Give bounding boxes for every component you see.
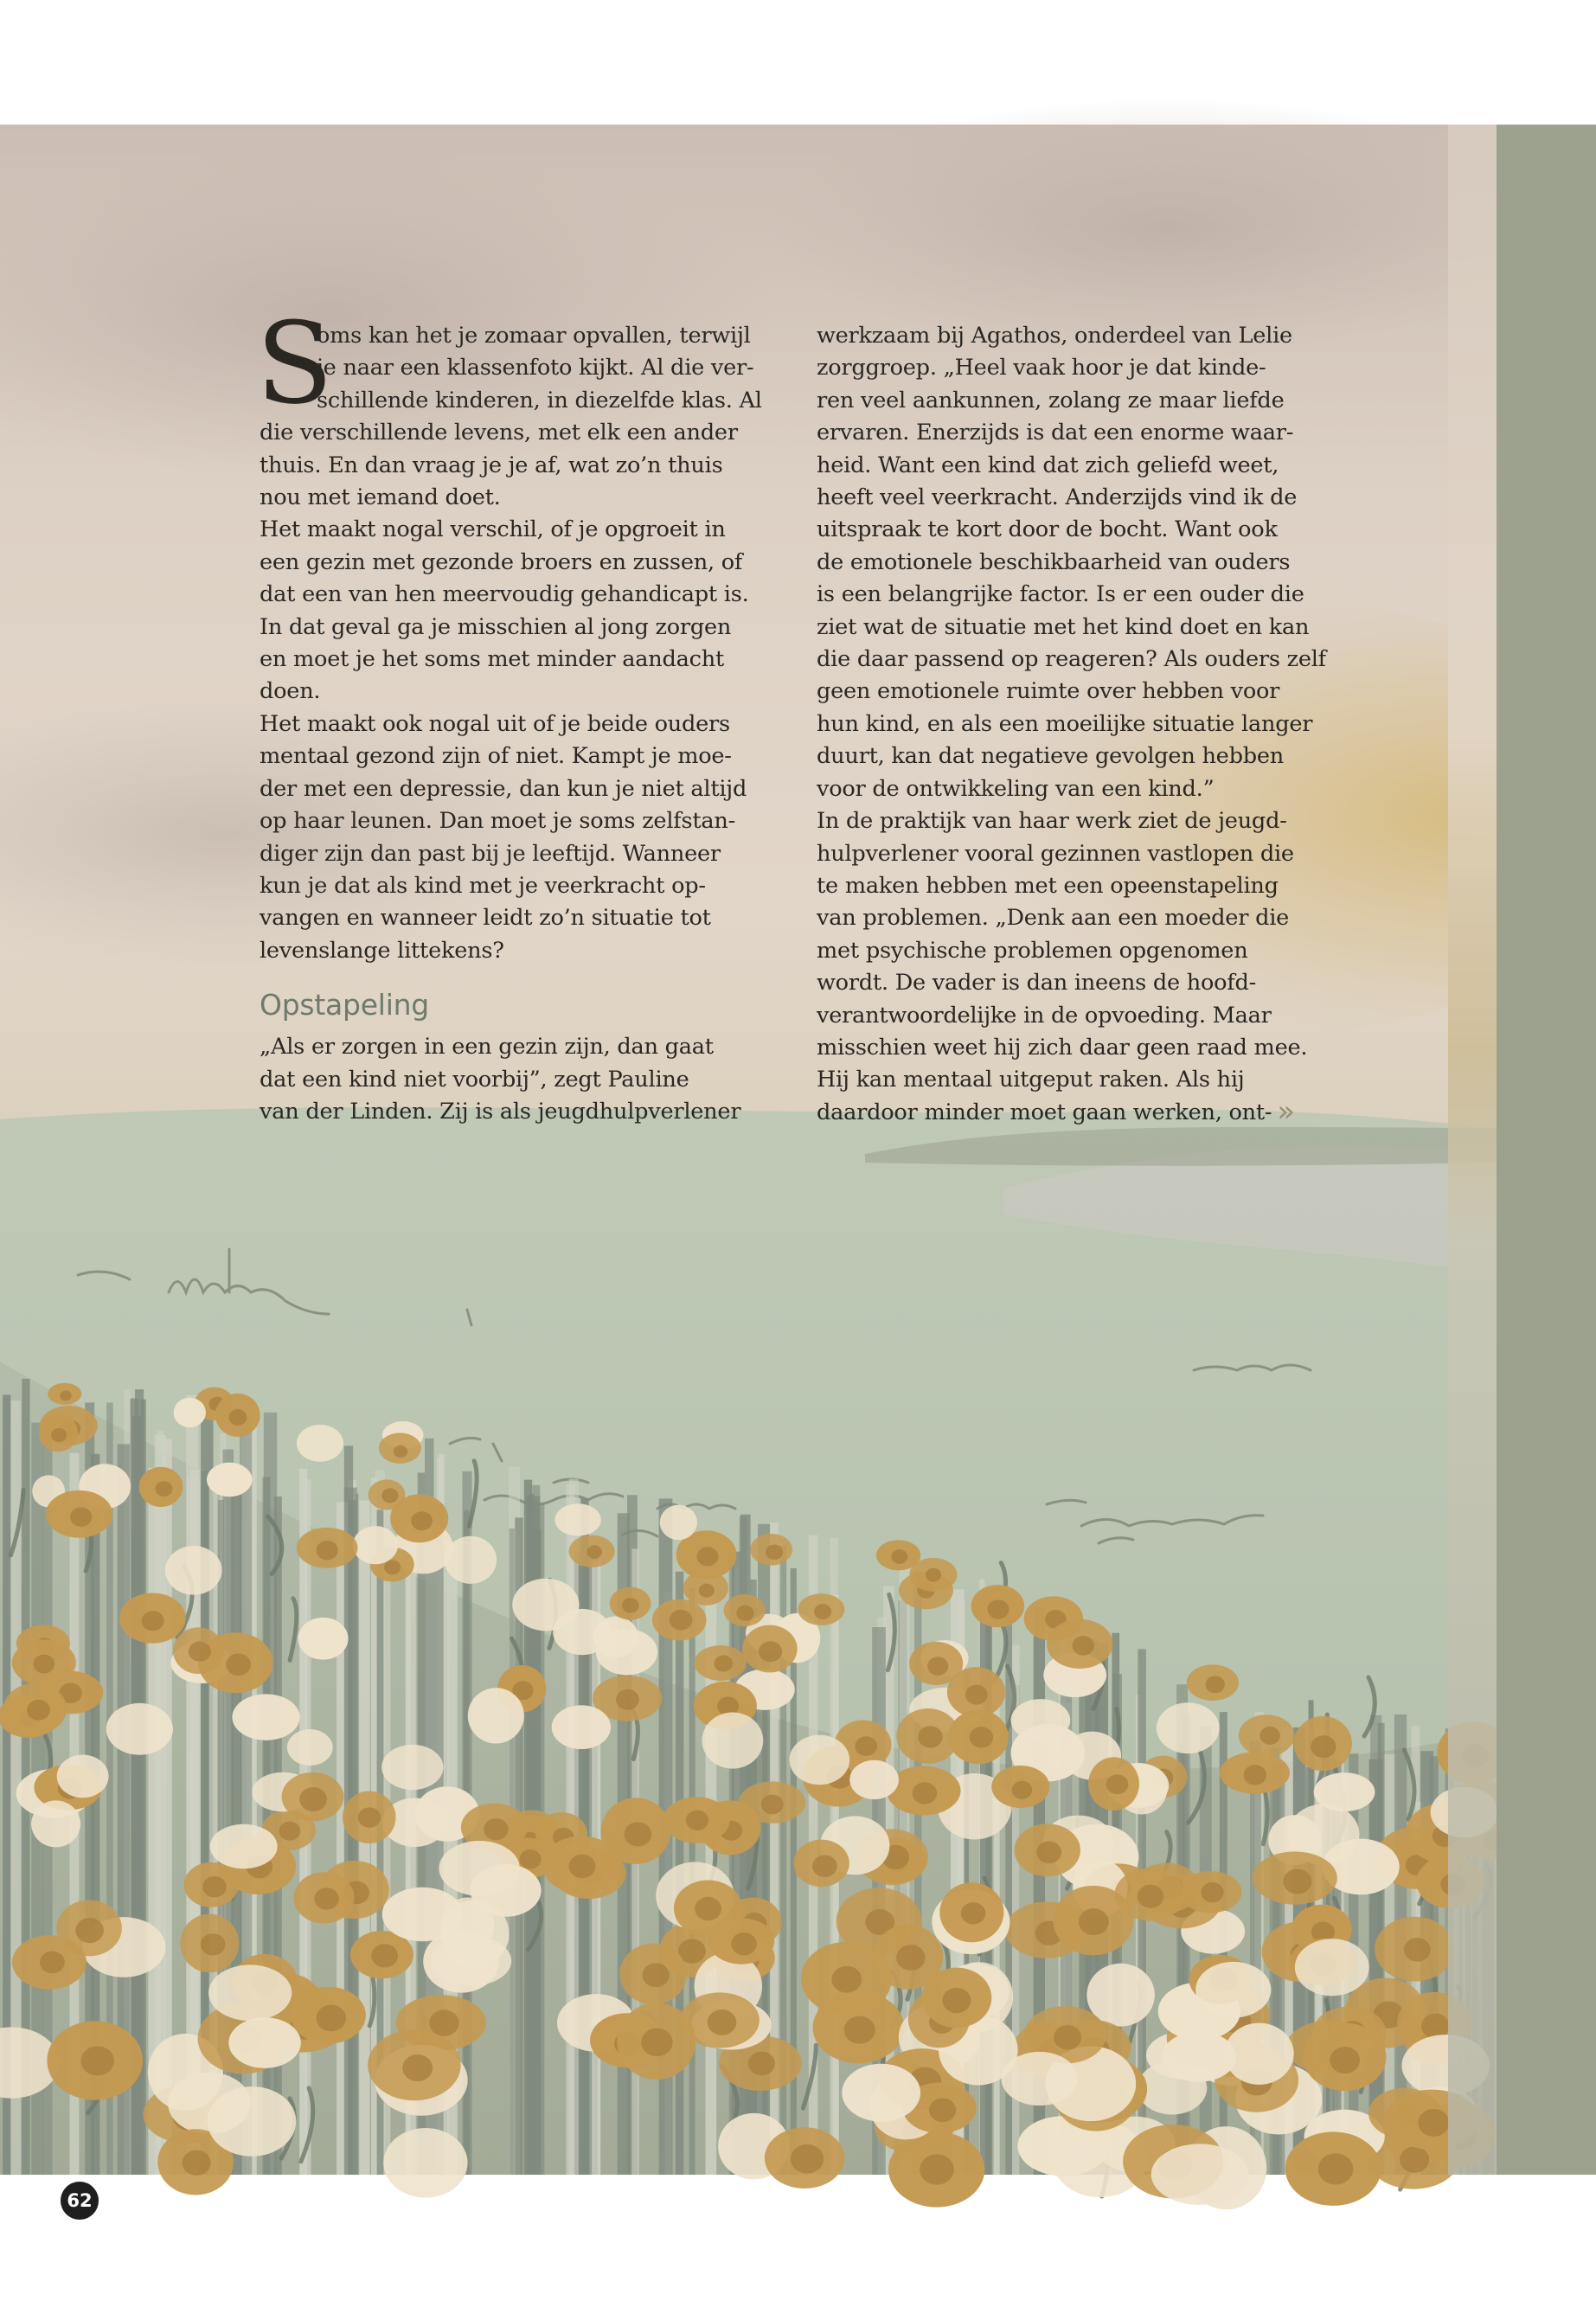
text-line-final: daardoor minder moet gaan werken, ont- xyxy=(817,1099,1272,1125)
section-subheading: Opstapeling xyxy=(260,988,429,1022)
text-line: mentaal gezond zijn of niet. Kampt je moe- xyxy=(260,743,732,770)
text-line: je naar een klassenfoto kijkt. Al die ver- xyxy=(317,355,754,381)
text-line: „Als er zorgen in een gezin zijn, dan gaat xyxy=(260,1034,714,1061)
text-line xyxy=(817,1093,1353,1129)
text-line: op haar leunen. Dan moet je soms zelfstan- xyxy=(260,808,736,835)
page-number-badge: 62 xyxy=(61,2182,99,2220)
text-line: Het maakt nogal verschil, of je opgroeit in xyxy=(260,516,726,543)
text-line: levenslange littekens? xyxy=(260,937,504,964)
text-line: thuis. En dan vraag je je af, wat zo’n thuis xyxy=(260,452,723,478)
side-color-strip xyxy=(1497,125,1596,2175)
text-line: uitspraak te kort door de bocht. Want ook xyxy=(817,516,1278,543)
text-line: van der Linden. Zij is als jeugdhulpverlener xyxy=(260,1098,741,1125)
text-line: Het maakt ook nogal uit of je beide ouders xyxy=(260,710,730,737)
text-line: van problemen. „Denk aan een moeder die xyxy=(817,905,1290,932)
text-line: In de praktijk van haar werk ziet de jeugd- xyxy=(817,808,1287,835)
article-column-right xyxy=(817,320,1353,1129)
text-line: te maken hebben met een opeenstapeling xyxy=(817,872,1279,899)
text-line: voor de ontwikkeling van een kind.” xyxy=(817,775,1215,802)
text-line: diger zijn dan past bij je leeftijd. Wanneer xyxy=(260,840,721,867)
text-line: met psychische problemen opgenomen xyxy=(817,937,1248,964)
text-line: kun je dat als kind met je veerkracht op- xyxy=(260,872,706,899)
text-line: wordt. De vader is dan ineens de hoofd- xyxy=(817,970,1257,997)
text-line: hulpverlener vooral gezinnen vastlopen die xyxy=(817,840,1294,867)
text-line: is een belangrijke factor. Is er een ouder die xyxy=(817,581,1304,608)
continue-arrow-icon: » xyxy=(1277,1093,1295,1129)
text-line: nou met iemand doet. xyxy=(260,484,501,511)
text-line: ren veel aankunnen, zolang ze maar liefde xyxy=(817,387,1285,413)
text-line: heeft veel veerkracht. Anderzijds vind ik de xyxy=(817,484,1298,511)
text-line: zorggroep. „Heel vaak hoor je dat kinde- xyxy=(817,355,1266,381)
text-line: geen emotionele ruimte over hebben voor xyxy=(817,678,1280,705)
text-line: oms kan het je zomaar opvallen, terwijl xyxy=(317,323,751,349)
text-line: ziet wat de situatie met het kind doet en kan xyxy=(817,613,1310,640)
text-line: de emotionele beschikbaarheid van ouders xyxy=(817,548,1291,575)
text-line: die daar passend op reageren? Als ouders zelf xyxy=(817,646,1326,673)
illustrated-page xyxy=(0,125,1596,2211)
text-line: en moet je het soms met minder aandacht xyxy=(260,646,725,673)
text-line: misschien weet hij zich daar geen raad mee. xyxy=(817,1034,1308,1061)
text-line: In dat geval ga je misschien al jong zorgen xyxy=(260,613,732,640)
text-line: een gezin met gezonde broers en zussen, of xyxy=(260,548,743,575)
text-line: verantwoordelijke in de opvoeding. Maar xyxy=(817,1002,1272,1029)
text-line: dat een kind niet voorbij”, zegt Pauline xyxy=(260,1066,689,1093)
text-line: Hij kan mentaal uitgeput raken. Als hij xyxy=(817,1067,1245,1093)
text-line: hun kind, en als een moeilijke situatie langer xyxy=(817,710,1313,737)
page-edge-shade xyxy=(1448,125,1497,2175)
text-line: werkzaam bij Agathos, onderdeel van Lelie xyxy=(817,323,1292,349)
article-column-left xyxy=(256,298,796,1128)
text-line: doen. xyxy=(260,678,321,705)
text-line: heid. Want een kind dat zich geliefd weet, xyxy=(817,452,1279,478)
text-line: dat een van hen meervoudig gehandicapt is. xyxy=(260,581,749,608)
text-line: der met een depressie, dan kun je niet altijd xyxy=(260,775,747,802)
text-line: duurt, kan dat negatieve gevolgen hebben xyxy=(817,743,1284,770)
text-line: vangen en wanneer leidt zo’n situatie tot xyxy=(260,905,711,932)
text-line: die verschillende levens, met elk een ander xyxy=(260,420,738,446)
drop-cap: S xyxy=(256,298,333,429)
text-line: ervaren. Enerzijds is dat een enorme waar- xyxy=(817,420,1294,446)
text-line: schillende kinderen, in diezelfde klas. Al xyxy=(317,387,762,413)
